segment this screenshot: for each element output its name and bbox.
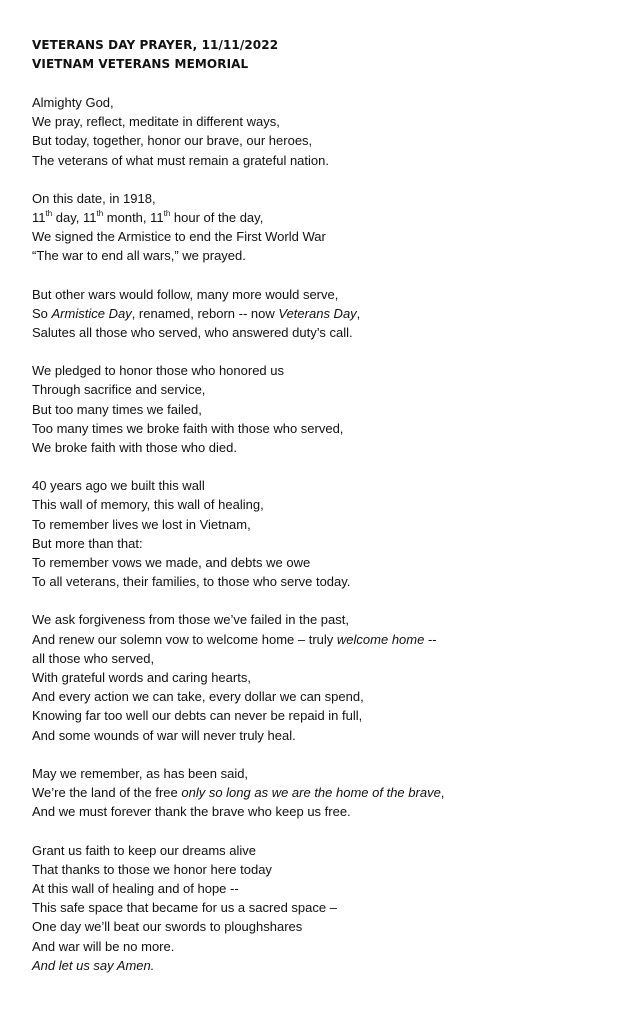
verse-line: Grant us faith to keep our dreams alive (32, 842, 257, 858)
verse-line: all those who served, (32, 650, 155, 666)
verse-line: And war will be no more. (32, 938, 175, 954)
stanza-5 (32, 476, 604, 591)
verse-line (32, 304, 604, 323)
line-text: -- (424, 631, 437, 647)
verse-line: On this date, in 1918, (32, 190, 156, 206)
verse-line: 40 years ago we built this wall (32, 478, 205, 494)
document-title-line-2: VIETNAM VETERANS MEMORIAL (32, 57, 249, 71)
verse-line: But other wars would follow, many more would serve, (32, 286, 339, 302)
italic-phrase: Veterans Day (278, 305, 357, 321)
verse-line: This wall of memory, this wall of healing, (32, 497, 264, 513)
verse-line: We pledged to honor those who honored us (32, 363, 284, 379)
line-text: So (32, 305, 52, 321)
verse-line (32, 783, 604, 802)
ordinal-suffix: th (163, 208, 171, 218)
stanza-7 (32, 764, 604, 822)
verse-line: But today, together, honor our brave, our heroes, (32, 133, 313, 149)
verse-line: We signed the Armistice to end the First World War (32, 229, 326, 245)
verse-line: We ask forgiveness from those we’ve failed in the past, (32, 612, 349, 628)
verse-line: That thanks to those we honor here today (32, 861, 272, 877)
verse-line: And some wounds of war will never truly heal. (32, 727, 296, 743)
stanza-1 (32, 93, 604, 170)
verse-line: We broke faith with those who died. (32, 440, 237, 456)
verse-line: Too many times we broke faith with those who served, (32, 420, 344, 436)
verse-line: One day we’ll beat our swords to ploughshares (32, 919, 303, 935)
verse-line: And we must forever thank the brave who keep us free. (32, 804, 351, 820)
verse-line: With grateful words and caring hearts, (32, 670, 251, 686)
stanza-4 (32, 361, 604, 457)
verse-line: To remember vows we made, and debts we owe (32, 555, 311, 571)
verse-line: Knowing far too well our debts can never be repaid in full, (32, 708, 363, 724)
line-text: , (440, 785, 445, 801)
line-text: , (356, 305, 361, 321)
verse-line (32, 630, 604, 649)
verse-line: May we remember, as has been said, (32, 765, 249, 781)
line-text: month, 11 (103, 210, 164, 226)
stanza-2 (32, 189, 604, 266)
ordinal-suffix: th (96, 208, 104, 218)
italic-phrase: Armistice Day (51, 305, 132, 321)
verse-line: But too many times we failed, (32, 401, 202, 417)
italic-phrase: welcome home (336, 631, 425, 647)
verse-line: We pray, reflect, meditate in different ways, (32, 114, 280, 130)
verse-line: But more than that: (32, 535, 143, 551)
line-text: day, 11 (52, 210, 97, 226)
stanza-8 (32, 841, 604, 975)
closing-line: And let us say Amen. (32, 957, 155, 973)
line-text: We’re the land of the free (32, 785, 182, 801)
verse-line: “The war to end all wars,” we prayed. (32, 248, 246, 264)
line-text: 11 (32, 210, 46, 226)
verse-line: At this wall of healing and of hope -- (32, 880, 239, 896)
document-title-line-1: VETERANS DAY PRAYER, 11/11/2022 (32, 38, 279, 52)
stanza-3 (32, 285, 604, 343)
verse-line: To all veterans, their families, to those who serve today. (32, 574, 351, 590)
italic-phrase: only so long as we are the home of the brave (181, 785, 441, 801)
verse-line: This safe space that became for us a sacred space – (32, 900, 337, 916)
ordinal-suffix: th (45, 208, 53, 218)
verse-line: The veterans of what must remain a grateful nation. (32, 152, 329, 168)
verse-line: To remember lives we lost in Vietnam, (32, 516, 251, 532)
verse-line: Salutes all those who served, who answered duty’s call. (32, 325, 353, 341)
prayer-text (32, 36, 604, 975)
verse-line: And every action we can take, every dollar we can spend, (32, 689, 364, 705)
line-text: And renew our solemn vow to welcome home – truly (32, 631, 337, 647)
line-text: hour of the day, (170, 210, 264, 226)
verse-line: Through sacrifice and service, (32, 382, 206, 398)
stanza-6 (32, 610, 604, 744)
verse-line: Almighty God, (32, 95, 114, 110)
line-text: , renamed, reborn -- now (131, 305, 279, 321)
verse-line (32, 208, 604, 227)
